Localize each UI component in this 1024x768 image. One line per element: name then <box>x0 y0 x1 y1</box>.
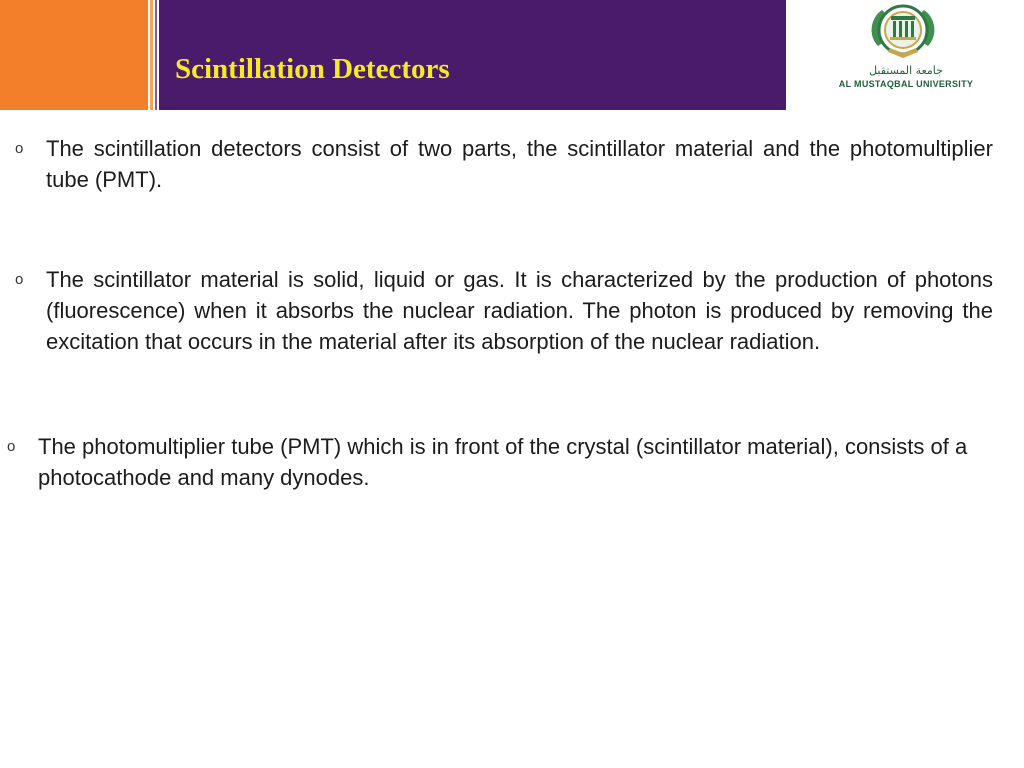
bullet-marker: o <box>15 271 24 288</box>
logo-arabic-name: جامعة المستقبل <box>869 64 943 77</box>
bullet-item <box>7 431 993 493</box>
university-emblem-icon <box>858 0 948 62</box>
university-logo <box>814 0 998 96</box>
header-orange-block <box>0 0 148 110</box>
bullet-text: The photomultiplier tube (PMT) which is in front of the crystal (scintillator material), consists of a photocathode and many dynodes. <box>38 434 968 490</box>
bullet-text: The scintillator material is solid, liquid or gas. It is characterized by the production of photons (fluorescence) when it absorbs the nuclear radiation. The photon is produced by removing the excitation that occurs in the material after its absorption of the nuclear radiation. <box>46 267 993 354</box>
bullet-item <box>15 264 993 357</box>
slide-title: Scintillation Detectors <box>175 53 450 85</box>
bullet-marker: o <box>15 140 24 157</box>
header-divider-light <box>150 0 153 110</box>
header-divider-dark <box>155 0 157 110</box>
bullet-text: The scintillation detectors consist of two parts, the scintillator material and the photomultiplier tube (PMT). <box>46 136 993 192</box>
bullet-marker: o <box>7 438 16 455</box>
logo-english-name: AL MUSTAQBAL UNIVERSITY <box>838 79 974 89</box>
bullet-item <box>15 133 993 195</box>
